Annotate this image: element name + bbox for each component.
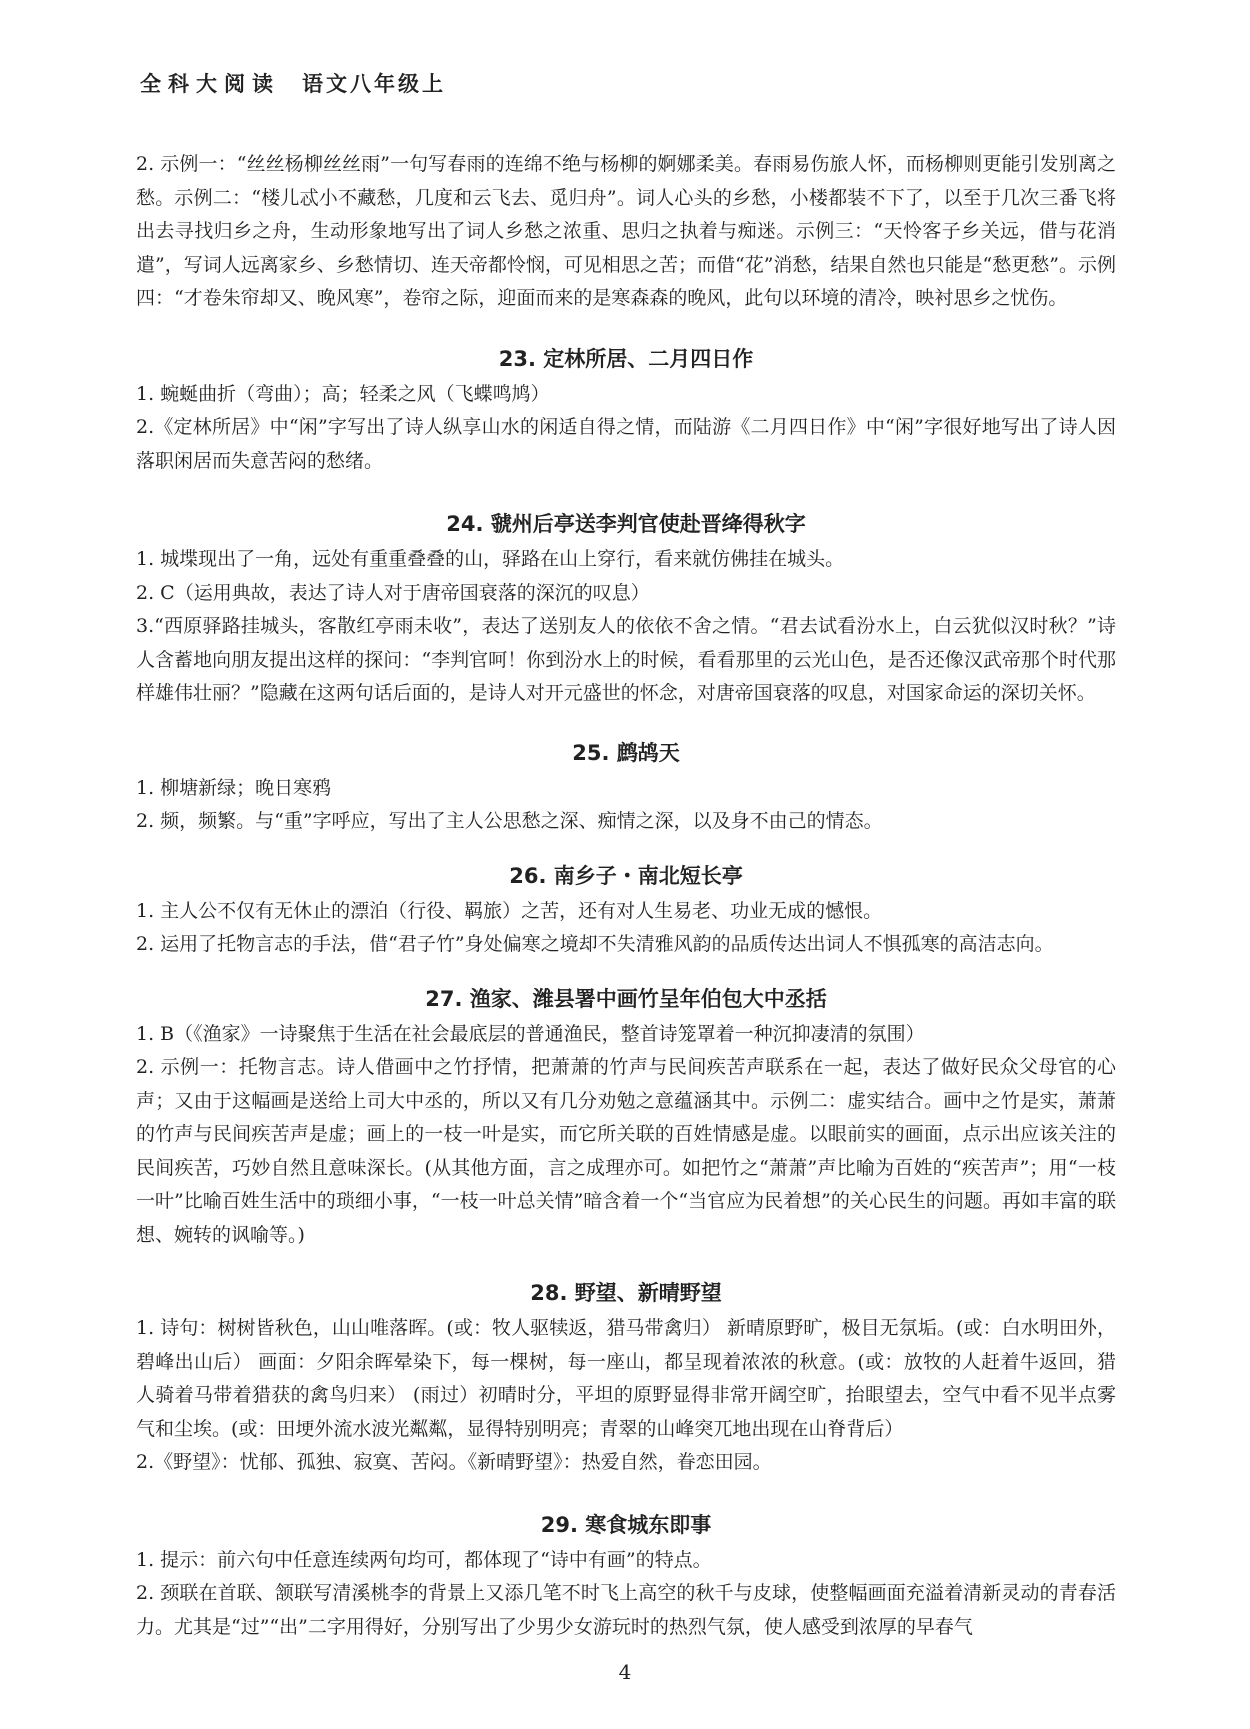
answer-item: 2. 颈联在首联、颔联写清溪桃李的背景上又添几笔不时飞上高空的秋千与皮球，使整幅画面充溢着清新灵动的青春活力。尤其是“过”“出”二字用得好，分别写出了少男少女游玩时的热烈气氛，使人感受到浓厚的早春气 [136,1582,1116,1638]
section-23 [136,340,1116,479]
answer-item: 1. 提示：前六句中任意连续两句均可，都体现了“诗中有画”的特点。 [136,1548,712,1571]
section-title: 26. 南乡子・南北短长亭 [509,863,743,888]
section-title: 29. 寒食城东即事 [540,1512,712,1537]
section-26 [136,857,1116,962]
answer-item: 3.“西原驿路挂城头，客散红亭雨未收”，表达了送别友人的依依不舍之情。“君去试看汾水上，白云犹似汉时秋？”诗人含蓄地向朋友提出这样的探问：“李判官呵！你到汾水上的时候，看看那里的云光山色，是否还像汉武帝那个时代那样雄伟壮丽？”隐藏在这两句话后面的，是诗人对开元盛世的怀念，对唐帝国衰落的叹息，对国家命运的深切关怀。 [136,615,1116,704]
section-title: 27. 渔家、潍县署中画竹呈年伯包大中丞括 [425,986,827,1011]
answer-item: 2.《定林所居》中“闲”字写出了诗人纵享山水的闲适自得之情，而陆游《二月四日作》中“闲”字很好地写出了诗人因落职闲居而失意苦闷的愁绪。 [136,416,1116,472]
section-24 [136,505,1116,711]
answer-item: 1. 诗句：树树皆秋色，山山唯落晖。(或：牧人驱犊返，猎马带禽归） 新晴原野旷，极目无氛垢。(或：白水明田外，碧峰出山后） 画面：夕阳余晖晕染下，每一棵树，每一座山，都呈现着浓浓的秋意。(或：放牧的人赶着牛返回，猎人骑着马带着猎获的禽鸟归来） (雨过）初晴时分，平坦的原野显得非常开阔空旷，抬眼望去，空气中看不见半点雾气和尘埃。(或：田埂外流水波光粼粼，显得特别明亮；青翠的山峰突兀地出现在山脊背后） [136,1317,1116,1440]
section-28 [136,1274,1116,1480]
subject-title: 语文八年级上 [302,71,446,96]
answer-item: 2. 运用了托物言志的手法，借“君子竹”身处偏寒之境却不失清雅风韵的品质传达出词人不惧孤寒的高洁志向。 [136,933,1054,955]
section-25 [136,734,1116,839]
section-title: 24. 虢州后亭送李判官使赴晋绛得秋字 [446,512,806,536]
running-header [140,68,446,98]
intro-paragraph: 2. 示例一：“丝丝杨柳丝丝雨”一句写春雨的连绵不绝与杨柳的婀娜柔美。春雨易伤旅人怀，而杨柳则更能引发别离之愁。示例二：“楼儿忒小不藏愁，几度和云飞去、觅归舟”。词人心头的乡愁，小楼都装不下了，以至于几次三番飞将出去寻找归乡之舟，生动形象地写出了词人乡愁之浓重、思归之执着与痴迷。示例三：“天怜客子乡关远，借与花消遣”，写词人远离家乡、乡愁情切、连天帝都怜悯，可见相思之苦；而借“花”消愁，结果自然也只能是“愁更愁”。示例四：“才卷朱帘却又、晚风寒”，卷帘之际，迎面而来的是寒森森的晚风，此句以环境的清冷，映衬思乡之忧伤。 [136,153,1116,309]
answer-item: 1. 城堞现出了一角，远处有重重叠叠的山，驿路在山上穿行，看来就仿佛挂在城头。 [136,548,845,570]
page-content [136,148,1116,1644]
answer-item: 2. 频，频繁。与“重”字呼应，写出了主人公思愁之深、痴情之深，以及身不由己的情态。 [136,810,883,832]
answer-item: 2. C（运用典故，表达了诗人对于唐帝国衰落的深沉的叹息） [136,581,650,604]
answer-item: 2.《野望》：忧郁、孤独、寂寞、苦闷。《新晴野望》：热爱自然，眷恋田园。 [136,1451,772,1473]
answer-item: 1. 柳塘新绿；晚日寒鸦 [136,776,332,799]
section-title: 23. 定林所居、二月四日作 [498,346,754,371]
section-title: 25. 鹧鸪天 [572,740,680,765]
book-title: 全科大阅读 [140,71,280,96]
section-29 [136,1506,1116,1645]
answer-item: 1. 主人公不仅有无休止的漂泊（行役、羁旅）之苦，还有对人生易老、功业无成的憾恨。 [136,899,883,922]
answer-item: 1. B（《渔家》一诗聚焦于生活在社会最底层的普通渔民，整首诗笼罩着一种沉抑凄清的氛围） [136,1022,925,1045]
page-number: 4 [618,1660,632,1684]
answer-item: 1. 蜿蜒曲折（弯曲）；高；轻柔之风（飞蝶鸣鸠） [136,382,550,405]
section-27 [136,980,1116,1253]
section-title: 28. 野望、新晴野望 [530,1281,722,1305]
answer-item: 2. 示例一：托物言志。诗人借画中之竹抒情，把萧萧的竹声与民间疾苦声联系在一起，表达了做好民众父母官的心声；又由于这幅画是送给上司大中丞的，所以又有几分劝勉之意蕴涵其中。示例二：虚实结合。画中之竹是实，萧萧的竹声与民间疾苦声是虚；画上的一枝一叶是实，而它所关联的百姓情感是虚。以眼前实的画面，点示出应该关注的民间疾苦，巧妙自然且意味深长。(从其他方面，言之成理亦可。如把竹之“萧萧”声比喻为百姓的“疾苦声”；用“一枝一叶”比喻百姓生活中的琐细小事，“一枝一叶总关情”暗含着一个“当官应为民着想”的关心民生的问题。再如丰富的联想、婉转的讽喻等。) [136,1056,1116,1246]
